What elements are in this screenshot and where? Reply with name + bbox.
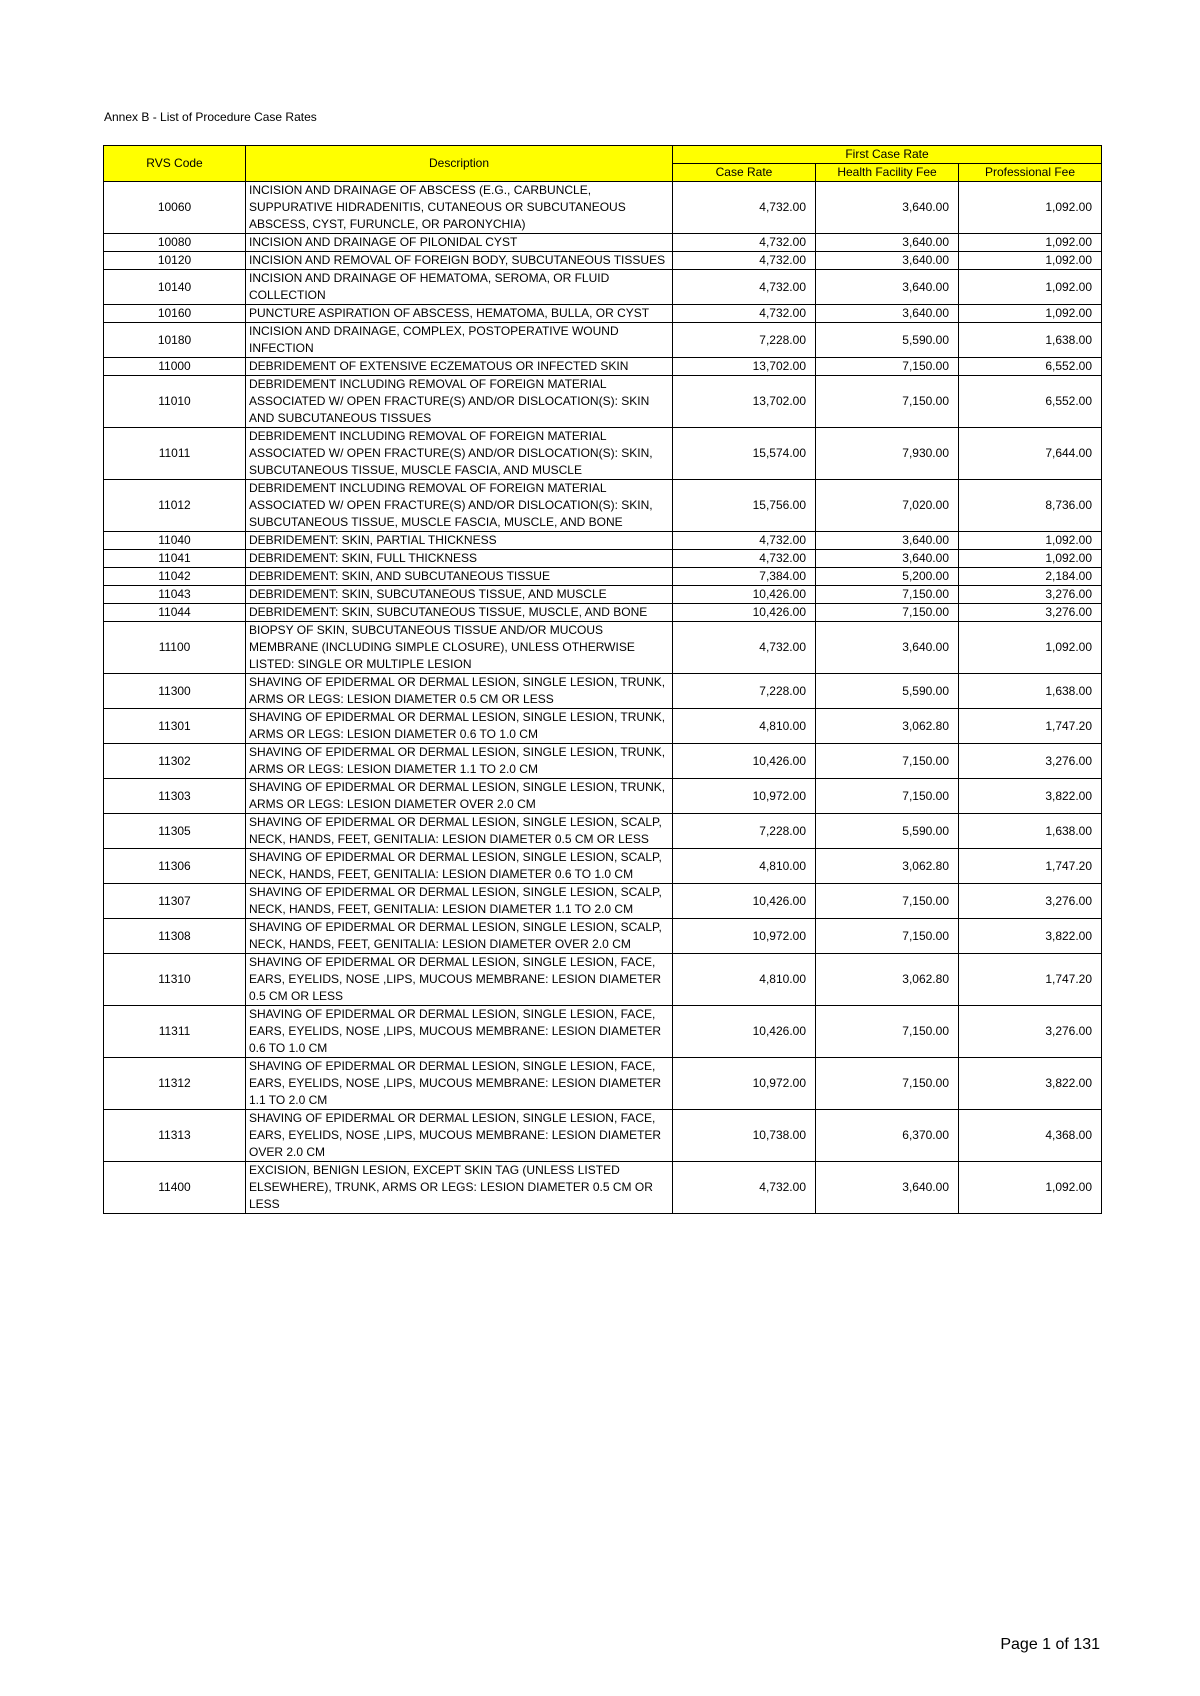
rvs-code-cell: 10080 — [104, 234, 246, 252]
rvs-code-cell: 11042 — [104, 568, 246, 586]
description-cell: DEBRIDEMENT: SKIN, SUBCUTANEOUS TISSUE, MUSCLE, AND BONE — [246, 604, 673, 622]
case-rate-cell: 13,702.00 — [673, 376, 816, 428]
professional-fee-cell: 1,092.00 — [959, 622, 1102, 674]
description-cell: SHAVING OF EPIDERMAL OR DERMAL LESION, SINGLE LESION, SCALP, NECK, HANDS, FEET, GENITALIA: LESION DIAMETER OVER 2.0 CM — [246, 919, 673, 954]
case-rate-cell: 10,972.00 — [673, 919, 816, 954]
description-cell: INCISION AND DRAINAGE, COMPLEX, POSTOPERATIVE WOUND INFECTION — [246, 323, 673, 358]
table-row — [104, 586, 1102, 604]
case-rate-cell: 10,426.00 — [673, 1006, 816, 1058]
professional-fee-cell: 3,276.00 — [959, 1006, 1102, 1058]
rvs-code-cell: 11300 — [104, 674, 246, 709]
health-facility-fee-cell: 3,640.00 — [816, 622, 959, 674]
case-rate-cell: 4,732.00 — [673, 252, 816, 270]
rvs-code-cell: 11302 — [104, 744, 246, 779]
table-row — [104, 884, 1102, 919]
description-cell: SHAVING OF EPIDERMAL OR DERMAL LESION, SINGLE LESION, FACE, EARS, EYELIDS, NOSE ,LIPS, MUCOUS MEMBRANE: LESION DIAMETER OVER 2.0 CM — [246, 1110, 673, 1162]
description-cell: SHAVING OF EPIDERMAL OR DERMAL LESION, SINGLE LESION, SCALP, NECK, HANDS, FEET, GENITALIA: LESION DIAMETER 1.1 TO 2.0 CM — [246, 884, 673, 919]
rvs-code-cell: 11301 — [104, 709, 246, 744]
health-facility-fee-cell: 3,062.80 — [816, 849, 959, 884]
description-cell: INCISION AND DRAINAGE OF HEMATOMA, SEROMA, OR FLUID COLLECTION — [246, 270, 673, 305]
description-cell: DEBRIDEMENT INCLUDING REMOVAL OF FOREIGN MATERIAL ASSOCIATED W/ OPEN FRACTURE(S) AND/OR DISLOCATION(S): SKIN, SUBCUTANEOUS TISSUE, MUSCLE FASCIA, AND MUSCLE — [246, 428, 673, 480]
health-facility-fee-cell: 7,150.00 — [816, 1058, 959, 1110]
case-rate-cell: 10,738.00 — [673, 1110, 816, 1162]
description-cell: SHAVING OF EPIDERMAL OR DERMAL LESION, SINGLE LESION, FACE, EARS, EYELIDS, NOSE ,LIPS, MUCOUS MEMBRANE: LESION DIAMETER 0.5 CM OR LESS — [246, 954, 673, 1006]
case-rate-cell: 4,810.00 — [673, 849, 816, 884]
professional-fee-cell: 2,184.00 — [959, 568, 1102, 586]
description-cell: BIOPSY OF SKIN, SUBCUTANEOUS TISSUE AND/OR MUCOUS MEMBRANE (INCLUDING SIMPLE CLOSURE), UNLESS OTHERWISE LISTED: SINGLE OR MULTIPLE LESION — [246, 622, 673, 674]
professional-fee-cell: 3,276.00 — [959, 586, 1102, 604]
case-rate-cell: 4,810.00 — [673, 954, 816, 1006]
description-cell: DEBRIDEMENT: SKIN, FULL THICKNESS — [246, 550, 673, 568]
rvs-code-cell: 11306 — [104, 849, 246, 884]
professional-fee-cell: 8,736.00 — [959, 480, 1102, 532]
health-facility-fee-cell: 3,640.00 — [816, 182, 959, 234]
health-facility-fee-cell: 7,150.00 — [816, 1006, 959, 1058]
professional-fee-cell: 1,092.00 — [959, 234, 1102, 252]
health-facility-fee-cell: 5,590.00 — [816, 323, 959, 358]
rvs-code-cell: 11308 — [104, 919, 246, 954]
table-row — [104, 709, 1102, 744]
table-row — [104, 1006, 1102, 1058]
professional-fee-cell: 3,822.00 — [959, 1058, 1102, 1110]
case-rate-cell: 4,732.00 — [673, 550, 816, 568]
rvs-code-cell: 10140 — [104, 270, 246, 305]
table-row — [104, 270, 1102, 305]
table-row — [104, 744, 1102, 779]
professional-fee-cell: 1,092.00 — [959, 252, 1102, 270]
case-rate-cell: 4,732.00 — [673, 182, 816, 234]
rvs-code-cell: 11305 — [104, 814, 246, 849]
table-row — [104, 779, 1102, 814]
description-cell: SHAVING OF EPIDERMAL OR DERMAL LESION, SINGLE LESION, FACE, EARS, EYELIDS, NOSE ,LIPS, MUCOUS MEMBRANE: LESION DIAMETER 1.1 TO 2.0 CM — [246, 1058, 673, 1110]
health-facility-fee-cell: 7,020.00 — [816, 480, 959, 532]
professional-fee-cell: 1,092.00 — [959, 270, 1102, 305]
health-facility-fee-cell: 3,640.00 — [816, 550, 959, 568]
description-cell: SHAVING OF EPIDERMAL OR DERMAL LESION, SINGLE LESION, TRUNK, ARMS OR LEGS: LESION DIAMETER 0.5 CM OR LESS — [246, 674, 673, 709]
rvs-code-cell: 10120 — [104, 252, 246, 270]
table-row — [104, 674, 1102, 709]
description-cell: SHAVING OF EPIDERMAL OR DERMAL LESION, SINGLE LESION, TRUNK, ARMS OR LEGS: LESION DIAMETER 0.6 TO 1.0 CM — [246, 709, 673, 744]
table-row — [104, 480, 1102, 532]
rvs-code-cell: 11400 — [104, 1162, 246, 1214]
professional-fee-cell: 1,092.00 — [959, 532, 1102, 550]
table-row — [104, 428, 1102, 480]
rvs-code-cell: 10160 — [104, 305, 246, 323]
rvs-code-cell: 11100 — [104, 622, 246, 674]
table-row — [104, 1162, 1102, 1214]
rvs-code-cell: 11041 — [104, 550, 246, 568]
table-row — [104, 358, 1102, 376]
case-rate-cell: 7,228.00 — [673, 814, 816, 849]
professional-fee-cell: 1,092.00 — [959, 182, 1102, 234]
table-row — [104, 323, 1102, 358]
health-facility-fee-cell: 5,590.00 — [816, 814, 959, 849]
table-row — [104, 849, 1102, 884]
table-row — [104, 234, 1102, 252]
health-facility-fee-cell: 7,150.00 — [816, 779, 959, 814]
procedure-case-rates-table — [103, 145, 1102, 1214]
description-cell: SHAVING OF EPIDERMAL OR DERMAL LESION, SINGLE LESION, TRUNK, ARMS OR LEGS: LESION DIAMETER 1.1 TO 2.0 CM — [246, 744, 673, 779]
case-rate-cell: 7,384.00 — [673, 568, 816, 586]
case-rate-cell: 10,426.00 — [673, 884, 816, 919]
case-rate-cell: 4,732.00 — [673, 622, 816, 674]
rvs-code-cell: 11010 — [104, 376, 246, 428]
health-facility-fee-cell: 7,150.00 — [816, 586, 959, 604]
header-first-case-rate: First Case Rate — [673, 146, 1102, 164]
table-body — [104, 182, 1102, 1214]
professional-fee-cell: 1,638.00 — [959, 323, 1102, 358]
rvs-code-cell: 11310 — [104, 954, 246, 1006]
description-cell: DEBRIDEMENT: SKIN, SUBCUTANEOUS TISSUE, AND MUSCLE — [246, 586, 673, 604]
rvs-code-cell: 11303 — [104, 779, 246, 814]
professional-fee-cell: 1,747.20 — [959, 849, 1102, 884]
description-cell: SHAVING OF EPIDERMAL OR DERMAL LESION, SINGLE LESION, FACE, EARS, EYELIDS, NOSE ,LIPS, MUCOUS MEMBRANE: LESION DIAMETER 0.6 TO 1.0 CM — [246, 1006, 673, 1058]
health-facility-fee-cell: 7,150.00 — [816, 884, 959, 919]
professional-fee-cell: 1,638.00 — [959, 674, 1102, 709]
rvs-code-cell: 11011 — [104, 428, 246, 480]
description-cell: PUNCTURE ASPIRATION OF ABSCESS, HEMATOMA, BULLA, OR CYST — [246, 305, 673, 323]
professional-fee-cell: 1,747.20 — [959, 954, 1102, 1006]
health-facility-fee-cell: 7,150.00 — [816, 358, 959, 376]
description-cell: INCISION AND REMOVAL OF FOREIGN BODY, SUBCUTANEOUS TISSUES — [246, 252, 673, 270]
table-row — [104, 622, 1102, 674]
table-row — [104, 919, 1102, 954]
table-row — [104, 1110, 1102, 1162]
health-facility-fee-cell: 3,640.00 — [816, 1162, 959, 1214]
professional-fee-cell: 6,552.00 — [959, 358, 1102, 376]
header-professional-fee: Professional Fee — [959, 164, 1102, 182]
table-row — [104, 376, 1102, 428]
rvs-code-cell: 10060 — [104, 182, 246, 234]
rvs-code-cell: 11313 — [104, 1110, 246, 1162]
case-rate-cell: 10,426.00 — [673, 744, 816, 779]
case-rate-cell: 4,732.00 — [673, 532, 816, 550]
case-rate-cell: 15,756.00 — [673, 480, 816, 532]
case-rate-cell: 10,426.00 — [673, 604, 816, 622]
table-row — [104, 182, 1102, 234]
professional-fee-cell: 3,822.00 — [959, 919, 1102, 954]
health-facility-fee-cell: 7,150.00 — [816, 604, 959, 622]
health-facility-fee-cell: 3,640.00 — [816, 305, 959, 323]
description-cell: INCISION AND DRAINAGE OF ABSCESS (E.G., CARBUNCLE, SUPPURATIVE HIDRADENITIS, CUTANEOUS OR SUBCUTANEOUS ABSCESS, CYST, FURUNCLE, OR PARONYCHIA) — [246, 182, 673, 234]
health-facility-fee-cell: 7,150.00 — [816, 919, 959, 954]
table-row — [104, 1058, 1102, 1110]
header-rvs-code: RVS Code — [104, 146, 246, 182]
description-cell: DEBRIDEMENT: SKIN, PARTIAL THICKNESS — [246, 532, 673, 550]
health-facility-fee-cell: 5,590.00 — [816, 674, 959, 709]
description-cell: DEBRIDEMENT: SKIN, AND SUBCUTANEOUS TISSUE — [246, 568, 673, 586]
health-facility-fee-cell: 3,640.00 — [816, 270, 959, 305]
rvs-code-cell: 11012 — [104, 480, 246, 532]
case-rate-cell: 4,810.00 — [673, 709, 816, 744]
table-row — [104, 532, 1102, 550]
professional-fee-cell: 1,092.00 — [959, 550, 1102, 568]
case-rate-cell: 4,732.00 — [673, 270, 816, 305]
professional-fee-cell: 3,276.00 — [959, 604, 1102, 622]
health-facility-fee-cell: 3,640.00 — [816, 532, 959, 550]
case-rate-cell: 10,426.00 — [673, 586, 816, 604]
header-row-top — [104, 146, 1102, 164]
description-cell: INCISION AND DRAINAGE OF PILONIDAL CYST — [246, 234, 673, 252]
case-rate-cell: 10,972.00 — [673, 1058, 816, 1110]
health-facility-fee-cell: 7,150.00 — [816, 744, 959, 779]
description-cell: SHAVING OF EPIDERMAL OR DERMAL LESION, SINGLE LESION, SCALP, NECK, HANDS, FEET, GENITALIA: LESION DIAMETER 0.5 CM OR LESS — [246, 814, 673, 849]
health-facility-fee-cell: 3,062.80 — [816, 954, 959, 1006]
professional-fee-cell: 1,747.20 — [959, 709, 1102, 744]
professional-fee-cell: 4,368.00 — [959, 1110, 1102, 1162]
professional-fee-cell: 1,092.00 — [959, 305, 1102, 323]
rvs-code-cell: 11312 — [104, 1058, 246, 1110]
health-facility-fee-cell: 3,640.00 — [816, 234, 959, 252]
health-facility-fee-cell: 5,200.00 — [816, 568, 959, 586]
case-rate-cell: 7,228.00 — [673, 323, 816, 358]
rvs-code-cell: 11307 — [104, 884, 246, 919]
table-row — [104, 604, 1102, 622]
table-row — [104, 305, 1102, 323]
case-rate-cell: 4,732.00 — [673, 1162, 816, 1214]
header-health-facility-fee: Health Facility Fee — [816, 164, 959, 182]
case-rate-cell: 4,732.00 — [673, 305, 816, 323]
case-rate-cell: 10,972.00 — [673, 779, 816, 814]
professional-fee-cell: 3,822.00 — [959, 779, 1102, 814]
case-rate-cell: 7,228.00 — [673, 674, 816, 709]
health-facility-fee-cell: 7,930.00 — [816, 428, 959, 480]
case-rate-cell: 15,574.00 — [673, 428, 816, 480]
health-facility-fee-cell: 7,150.00 — [816, 376, 959, 428]
table-row — [104, 550, 1102, 568]
rvs-code-cell: 11311 — [104, 1006, 246, 1058]
professional-fee-cell: 3,276.00 — [959, 884, 1102, 919]
professional-fee-cell: 3,276.00 — [959, 744, 1102, 779]
rvs-code-cell: 11040 — [104, 532, 246, 550]
description-cell: EXCISION, BENIGN LESION, EXCEPT SKIN TAG (UNLESS LISTED ELSEWHERE), TRUNK, ARMS OR LEGS: LESION DIAMETER 0.5 CM OR LESS — [246, 1162, 673, 1214]
professional-fee-cell: 1,638.00 — [959, 814, 1102, 849]
description-cell: SHAVING OF EPIDERMAL OR DERMAL LESION, SINGLE LESION, SCALP, NECK, HANDS, FEET, GENITALIA: LESION DIAMETER 0.6 TO 1.0 CM — [246, 849, 673, 884]
rvs-code-cell: 10180 — [104, 323, 246, 358]
table-row — [104, 568, 1102, 586]
rvs-code-cell: 11044 — [104, 604, 246, 622]
table-row — [104, 814, 1102, 849]
professional-fee-cell: 1,092.00 — [959, 1162, 1102, 1214]
professional-fee-cell: 6,552.00 — [959, 376, 1102, 428]
header-case-rate: Case Rate — [673, 164, 816, 182]
case-rate-cell: 13,702.00 — [673, 358, 816, 376]
description-cell: DEBRIDEMENT OF EXTENSIVE ECZEMATOUS OR INFECTED SKIN — [246, 358, 673, 376]
health-facility-fee-cell: 3,640.00 — [816, 252, 959, 270]
health-facility-fee-cell: 6,370.00 — [816, 1110, 959, 1162]
health-facility-fee-cell: 3,062.80 — [816, 709, 959, 744]
table-row — [104, 954, 1102, 1006]
professional-fee-cell: 7,644.00 — [959, 428, 1102, 480]
description-cell: DEBRIDEMENT INCLUDING REMOVAL OF FOREIGN MATERIAL ASSOCIATED W/ OPEN FRACTURE(S) AND/OR DISLOCATION(S): SKIN AND SUBCUTANEOUS TISSUES — [246, 376, 673, 428]
header-description: Description — [246, 146, 673, 182]
description-cell: SHAVING OF EPIDERMAL OR DERMAL LESION, SINGLE LESION, TRUNK, ARMS OR LEGS: LESION DIAMETER OVER 2.0 CM — [246, 779, 673, 814]
document-title: Annex B - List of Procedure Case Rates — [104, 110, 317, 124]
table-row — [104, 252, 1102, 270]
page-number: Page 1 of 131 — [1000, 1636, 1100, 1653]
case-rate-cell: 4,732.00 — [673, 234, 816, 252]
description-cell: DEBRIDEMENT INCLUDING REMOVAL OF FOREIGN MATERIAL ASSOCIATED W/ OPEN FRACTURE(S) AND/OR DISLOCATION(S): SKIN, SUBCUTANEOUS TISSUE, MUSCLE FASCIA, MUSCLE, AND BONE — [246, 480, 673, 532]
rvs-code-cell: 11000 — [104, 358, 246, 376]
rvs-code-cell: 11043 — [104, 586, 246, 604]
